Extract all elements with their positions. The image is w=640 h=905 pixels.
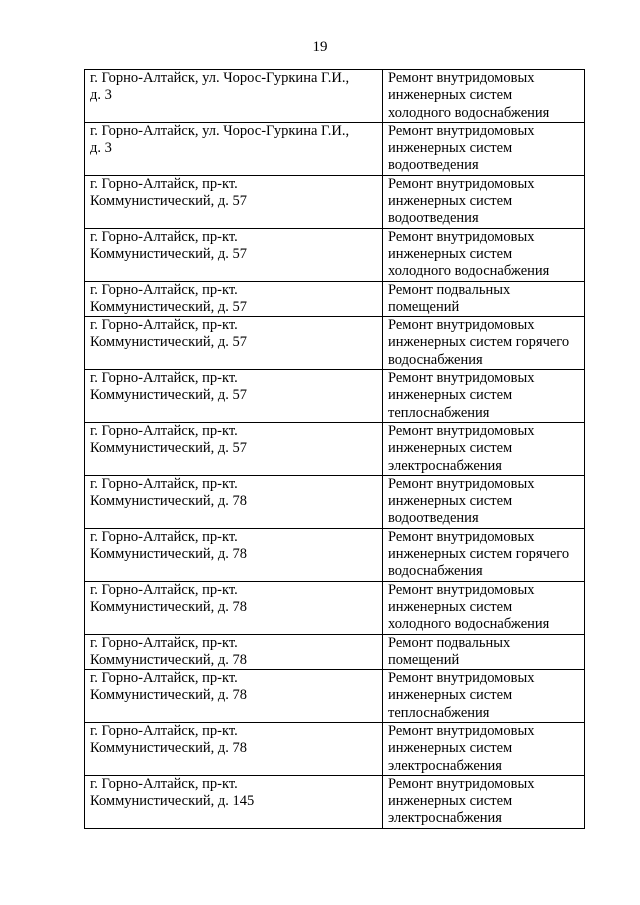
address-cell: г. Горно-Алтайск, пр-кт. Коммунистический, д. 78 [85, 634, 383, 670]
page-number: 19 [312, 39, 328, 55]
work-type-cell: Ремонт внутридомовых инженерных систем холодного водоснабжения [383, 70, 585, 123]
table-row [85, 528, 585, 581]
address-cell: г. Горно-Алтайск, пр-кт. Коммунистический, д. 57 [85, 317, 383, 370]
work-type-cell: Ремонт внутридомовых инженерных систем холодного водоснабжения [383, 228, 585, 281]
address-cell: г. Горно-Алтайск, ул. Чорос-Гуркина Г.И., д. 3 [85, 70, 383, 123]
work-type-cell: Ремонт внутридомовых инженерных систем теплоснабжения [383, 370, 585, 423]
table-row [85, 317, 585, 370]
address-cell: г. Горно-Алтайск, пр-кт. Коммунистический, д. 57 [85, 281, 383, 317]
table-row [85, 228, 585, 281]
address-cell: г. Горно-Алтайск, пр-кт. Коммунистический, д. 57 [85, 175, 383, 228]
work-type-cell: Ремонт внутридомовых инженерных систем водоотведения [383, 122, 585, 175]
table-row [85, 581, 585, 634]
address-cell: г. Горно-Алтайск, пр-кт. Коммунистический, д. 78 [85, 528, 383, 581]
table-row [85, 122, 585, 175]
table-row [85, 422, 585, 475]
table-row [85, 370, 585, 423]
work-type-cell: Ремонт подвальных помещений [383, 281, 585, 317]
table-row [85, 70, 585, 123]
work-type-cell: Ремонт внутридомовых инженерных систем холодного водоснабжения [383, 581, 585, 634]
work-type-cell: Ремонт внутридомовых инженерных систем электроснабжения [383, 422, 585, 475]
address-cell: г. Горно-Алтайск, пр-кт. Коммунистический, д. 78 [85, 475, 383, 528]
address-cell: г. Горно-Алтайск, пр-кт. Коммунистический, д. 78 [85, 670, 383, 723]
table-row [85, 475, 585, 528]
work-type-cell: Ремонт внутридомовых инженерных систем электроснабжения [383, 775, 585, 828]
address-cell: г. Горно-Алтайск, ул. Чорос-Гуркина Г.И., д. 3 [85, 122, 383, 175]
works-table-body [85, 70, 585, 829]
work-type-cell: Ремонт внутридомовых инженерных систем теплоснабжения [383, 670, 585, 723]
table-row [85, 634, 585, 670]
works-table [84, 69, 585, 829]
address-cell: г. Горно-Алтайск, пр-кт. Коммунистический, д. 57 [85, 422, 383, 475]
work-type-cell: Ремонт внутридомовых инженерных систем водоотведения [383, 475, 585, 528]
table-row [85, 281, 585, 317]
address-cell: г. Горно-Алтайск, пр-кт. Коммунистический, д. 57 [85, 370, 383, 423]
work-type-cell: Ремонт подвальных помещений [383, 634, 585, 670]
work-type-cell: Ремонт внутридомовых инженерных систем горячего водоснабжения [383, 528, 585, 581]
table-row [85, 175, 585, 228]
work-type-cell: Ремонт внутридомовых инженерных систем водоотведения [383, 175, 585, 228]
address-cell: г. Горно-Алтайск, пр-кт. Коммунистический, д. 57 [85, 228, 383, 281]
work-type-cell: Ремонт внутридомовых инженерных систем электроснабжения [383, 722, 585, 775]
address-cell: г. Горно-Алтайск, пр-кт. Коммунистический, д. 78 [85, 722, 383, 775]
work-type-cell: Ремонт внутридомовых инженерных систем горячего водоснабжения [383, 317, 585, 370]
table-row [85, 775, 585, 828]
table-row [85, 722, 585, 775]
address-cell: г. Горно-Алтайск, пр-кт. Коммунистический, д. 78 [85, 581, 383, 634]
address-cell: г. Горно-Алтайск, пр-кт. Коммунистический, д. 145 [85, 775, 383, 828]
table-row [85, 670, 585, 723]
